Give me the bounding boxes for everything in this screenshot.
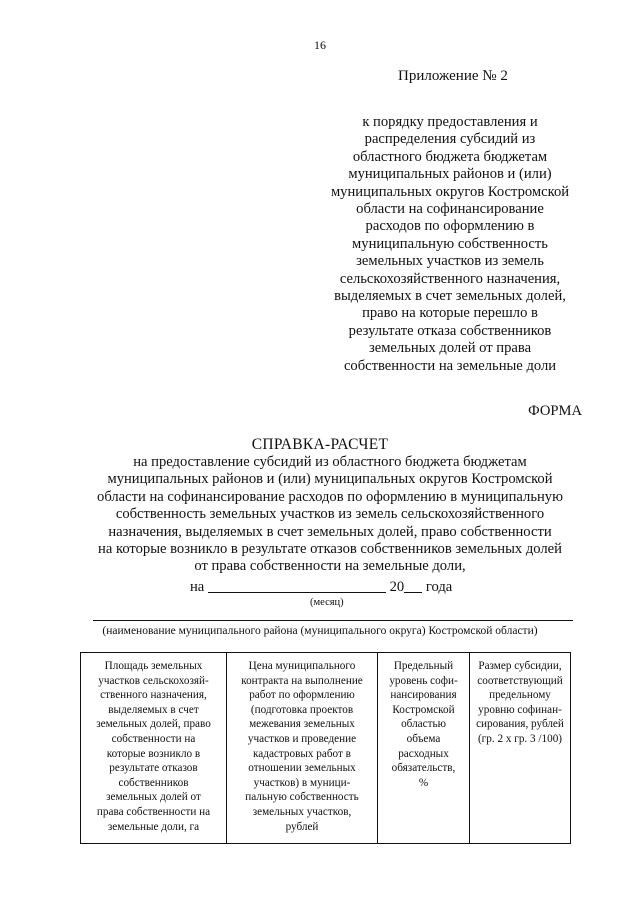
organization-caption: (наименование муниципального района (муниципального округа) Костромской области): [102, 625, 538, 637]
appendix-line: результате отказа собственников: [348, 322, 552, 339]
cell-line: сирования, рублей: [476, 718, 564, 731]
form-label: ФОРМА: [528, 403, 582, 419]
cell-line: земельные доли, га: [107, 820, 200, 833]
description-line: области на софинансирование расходов по оформлению в муниципальную: [97, 488, 563, 505]
description-line: собственность земельных участков из земель сельскохозяйственного: [115, 506, 545, 523]
page-number: 16: [314, 38, 326, 52]
table-header-row: [81, 653, 571, 844]
description-line: на которые возникло в результате отказов собственников земельных долей: [98, 541, 562, 558]
appendix-line: земельных долей от права: [368, 340, 532, 357]
date-line: [190, 578, 452, 596]
date-prefix: на: [190, 579, 205, 595]
cell-line: Предельный: [393, 660, 454, 672]
appendix-line: распределения субсидий из: [364, 131, 536, 148]
description-line: на предоставление субсидий из областного бюджета бюджетам: [133, 454, 527, 470]
appendix-line: выделяемых в счет земельных долей,: [334, 288, 566, 305]
column-header-contract-price: [227, 653, 378, 844]
cell-line: %: [418, 776, 429, 789]
cell-line: объема: [406, 732, 441, 745]
month-blank: [208, 578, 386, 593]
cell-line: земельных долей от: [106, 791, 201, 804]
appendix-line: земельных участков из земель: [356, 253, 544, 270]
appendix-line: областного бюджета бюджетам: [352, 148, 548, 165]
appendix-title: Приложение № 2: [398, 68, 508, 84]
document-title: СПРАВКА-РАСЧЕТ: [251, 436, 389, 453]
date-suffix: года: [425, 579, 453, 595]
cell-line: Цена муниципального: [248, 660, 356, 672]
appendix-reference: [300, 114, 600, 375]
date-year-prefix: 20: [389, 579, 405, 595]
cell-line: пальную собственность: [245, 791, 359, 804]
cell-line: межевания земельных: [249, 718, 355, 731]
cell-line: уровень софи-: [389, 674, 458, 687]
description-line: назначения, выделяемых в счет земельных долей, право собственности: [108, 523, 552, 540]
appendix-line: собственности на земельные доли: [343, 357, 557, 374]
description-line: муниципальных районов и (или) муниципальных округов Костромской: [107, 471, 553, 488]
appendix-line: муниципальных округов Костромской: [330, 183, 570, 200]
cell-line: которые возникло в: [106, 747, 201, 760]
cell-line: (гр. 2 х гр. 3 /100): [477, 732, 563, 745]
appendix-line: к порядку предоставления и: [362, 114, 538, 130]
column-header-area: [81, 653, 227, 844]
cell-line: участков) в муници-: [253, 776, 351, 789]
cell-line: работ по оформлению: [249, 689, 355, 702]
organization-line: [93, 620, 573, 621]
cell-line: участков сельскохозяй-: [98, 674, 209, 687]
cell-line: земельных участков,: [252, 805, 352, 818]
cell-line: земельных долей, право: [96, 718, 211, 731]
cell-line: нансирования: [390, 689, 457, 702]
document-description: [70, 454, 590, 576]
cell-line: выделяемых в счет: [108, 703, 199, 716]
appendix-line: расходов по оформлению в: [365, 218, 535, 235]
cell-line: расходных: [398, 747, 449, 760]
month-caption: (месяц): [310, 597, 344, 608]
column-header-cofinancing-level: [378, 653, 470, 844]
appendix-line: муниципальную собственность: [352, 235, 548, 252]
description-line: от права собственности на земельные доли,: [194, 558, 466, 575]
cell-line: отношении земельных: [248, 762, 356, 775]
cell-line: права собственности на: [96, 805, 211, 818]
cell-line: Костромской: [392, 703, 455, 716]
cell-line: Размер субсидии,: [478, 660, 562, 672]
cell-line: результате отказов: [109, 762, 198, 775]
appendix-line: муниципальных районов и (или): [348, 166, 552, 183]
cell-line: соответствующий: [477, 674, 563, 687]
cell-line: ственного назначения,: [100, 689, 207, 702]
cell-line: Площадь земельных: [104, 660, 203, 672]
cell-line: участков и проведение: [247, 732, 357, 745]
cell-line: предельному: [489, 689, 551, 702]
year-blank: [404, 578, 422, 593]
cell-line: обязательств,: [391, 762, 456, 775]
cell-line: областью: [401, 718, 446, 731]
column-header-subsidy-amount: [470, 653, 571, 844]
cell-line: (подготовка проектов: [250, 703, 354, 716]
cell-line: уровню софинан-: [478, 703, 562, 716]
appendix-line: сельскохозяйственного назначения,: [339, 270, 561, 287]
cell-line: кадастровых работ в: [253, 747, 351, 760]
cell-line: собственности на: [111, 732, 196, 745]
appendix-line: право на которые перешло в: [362, 305, 538, 322]
cell-line: рублей: [285, 820, 319, 833]
cell-line: собственников: [118, 776, 189, 789]
appendix-line: области на софинансирование: [356, 201, 544, 218]
calculation-table: [80, 652, 571, 844]
cell-line: контракта на выполнение: [241, 674, 363, 687]
